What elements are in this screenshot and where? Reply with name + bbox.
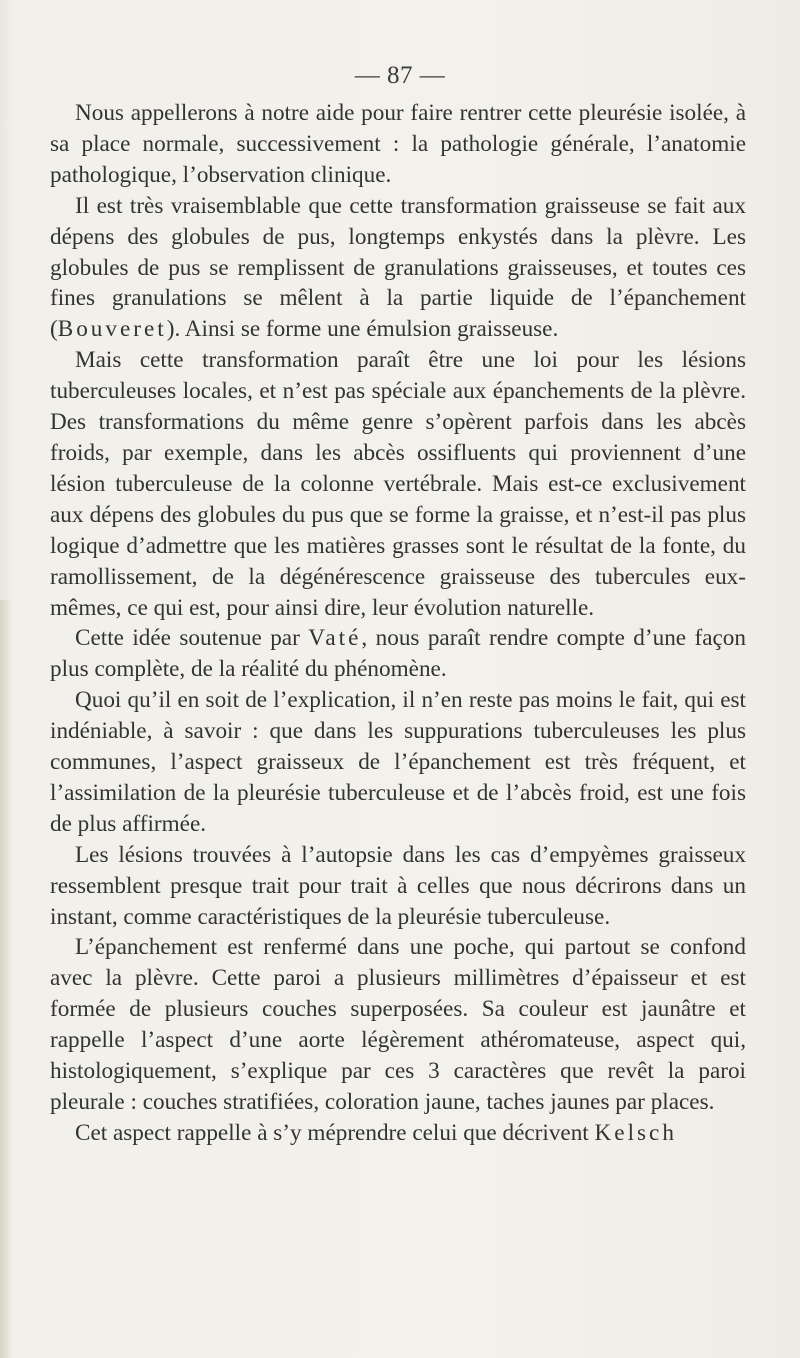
paragraph-3: [50, 345, 746, 623]
paragraph-3-text: Mais cette transformation paraît être une loi pour les lésions tuberculeuses locales, et n’est pas spéciale aux épanchements de la plèvre. Des transformations du même genre s’opèrent parfois dans les abcès froids, par exemple, dans les abcès ossifluents qui proviennent d’une lésion tuberculeuse de la colonne vertébrale. Mais est-ce exclusivement aux dépens des globules du pus que se forme la graisse, et n’est-il pas plus logique d’admettre que les matières grasses sont le résultat de la fonte, du ramollissement, de la dégénérescence graisseuse des tubercules eux-mêmes, ce qui est, pour ainsi dire, leur évolution naturelle.: [50, 347, 746, 621]
body-text: [50, 98, 746, 1149]
page-number: — 87 —: [354, 62, 446, 89]
paragraph-4-text-b: , nous paraît rendre compte d’une façon plus complète, de la réalité du phénomène.: [50, 625, 746, 683]
paragraph-8-text: Cet aspect rappelle à s’y méprendre celui que décrivent: [75, 1119, 595, 1146]
paragraph-2: [50, 191, 746, 346]
author-name-kelsch: Kelsch: [594, 1119, 677, 1146]
paragraph-2-text-b: ). Ainsi se forme une émulsion graisseuse.: [166, 316, 559, 343]
paragraph-6-text: Les lésions trouvées à l’autopsie dans les cas d’empyèmes graisseux ressemblent presque trait pour trait à celles que nous décrirons dans un instant, comme caractéristiques de la pleurésie tuberculeuse.: [50, 841, 746, 930]
author-name-bouveret: Bouveret: [57, 316, 167, 343]
paragraph-1: [50, 98, 746, 191]
paragraph-7-text: L’épanchement est renfermé dans une poche, qui partout se confond avec la plèvre. Cette paroi a plusieurs millimètres d’épaisseur et est formée de plusieurs couches superposées. Sa couleur est jaunâtre et rappelle l’aspect d’une aorte légèrement athéromateuse, aspect qui, histologiquement, s’explique par ces 3 caractères que revêt la paroi pleurale : couches stratifiées, coloration jaune, taches jaunes par places.: [50, 934, 746, 1115]
paragraph-5: [50, 685, 746, 840]
author-name-vate: Vaté: [308, 625, 362, 652]
paragraph-4: [50, 623, 746, 685]
paragraph-4-text-a: Cette idée soutenue par: [75, 625, 309, 652]
paragraph-1-text: Nous appellerons à notre aide pour faire rentrer cette pleurésie isolée, à sa place normale, successivement : la pathologie générale, l’anatomie pathologique, l’observation clinique.: [50, 100, 746, 188]
binding-shadow: [0, 600, 12, 1358]
paragraph-8: [50, 1118, 746, 1149]
paragraph-2-text-a: Il est très vraisemblable que cette transformation graisseuse se fait aux dépens des globules de pus, longtemps enkystés dans la plèvre. Les globules de pus se remplissent de granulations graisseuses, et toutes ces fines granulations se mêlent à la partie liquide de l’épanchement (: [50, 192, 746, 343]
paragraph-6: [50, 840, 746, 933]
paragraph-5-text: Quoi qu’il en soit de l’explication, il n’en reste pas moins le fait, qui est indéniable, à savoir : que dans les suppurations tuberculeuses les plus communes, l’aspect graisseux de l’épanchement est très fréquent, et l’assimilation de la pleurésie tuberculeuse et de l’abcès froid, est une fois de plus affirmée.: [50, 687, 746, 837]
paragraph-7: [50, 932, 746, 1117]
